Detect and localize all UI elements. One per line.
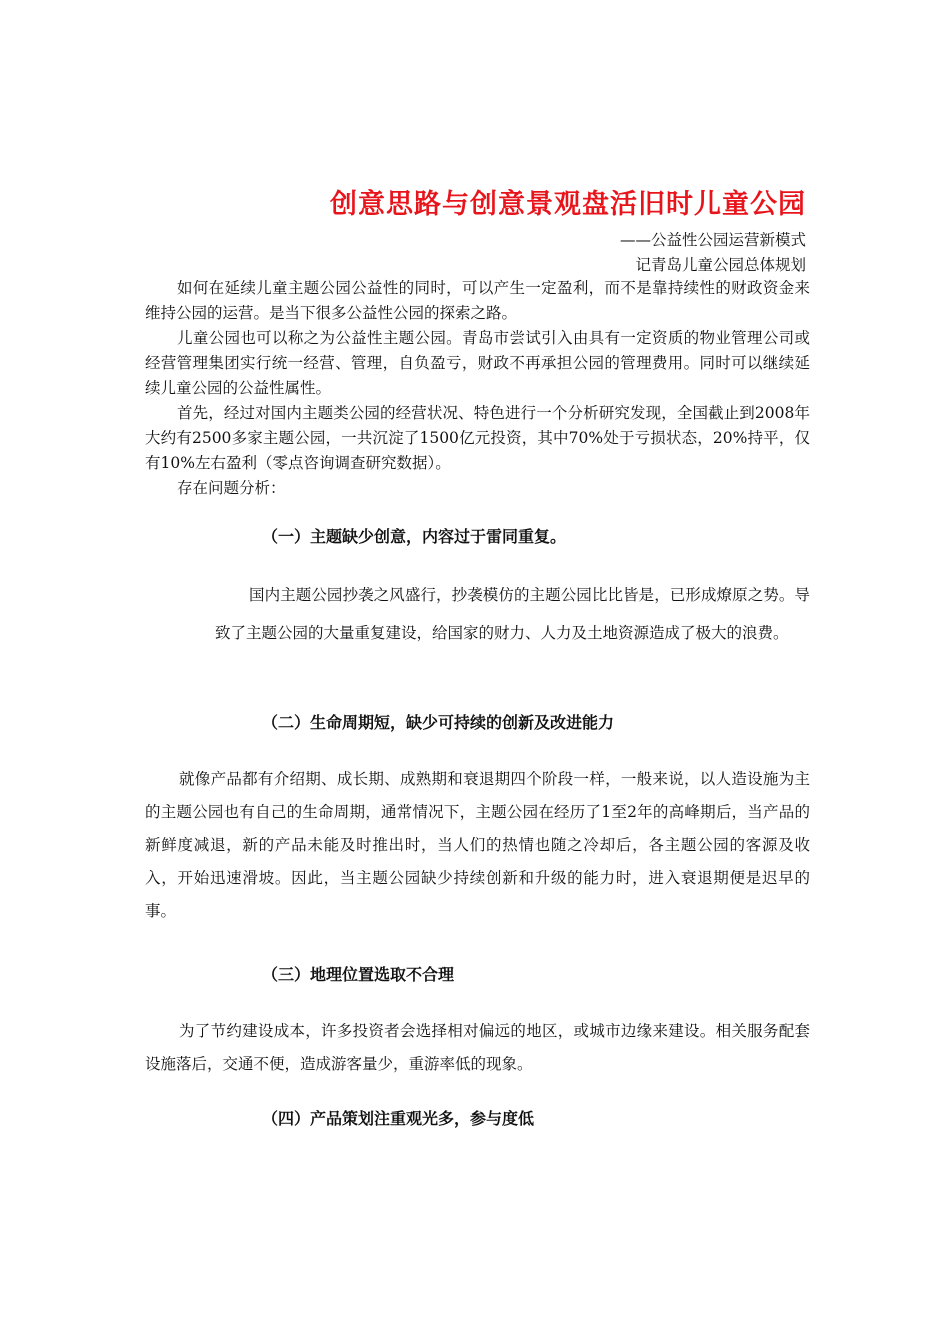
section-heading-4: （四）产品策划注重观光多，参与度低 xyxy=(262,1109,535,1128)
section-heading-3: （三）地理位置选取不合理 xyxy=(262,965,455,984)
section-body-3: 为了节约建设成本，许多投资者会选择相对偏远的地区，或城市边缘来建设。相关服务配套设施落后，交通不便，造成游客量少，重游率低的现象。 xyxy=(145,1022,810,1073)
section-body-1: 国内主题公园抄袭之风盛行，抄袭模仿的主题公园比比皆是，已形成燎原之势。导致了主题公园的大量重复建设，给国家的财力、人力及土地资源造成了极大的浪费。 xyxy=(215,586,810,642)
intro-paragraph: 存在问题分析： xyxy=(177,479,286,497)
section-body-2: 就像产品都有介绍期、成长期、成熟期和衰退期四个阶段一样，一般来说，以人造设施为主的主题公园也有自己的生命周期，通常情况下，主题公园在经历了1至2年的高峰期后，当产品的新鲜度减退，新的产品未能及时推出时，当人们的热情也随之冷却后，各主题公园的客源及收入，开始迅速滑坡。因此，当主题公园缺少持续创新和升级的能力时，进入衰退期便是迟早的事。 xyxy=(145,770,810,920)
intro-paragraph: 首先，经过对国内主题类公园的经营状况、特色进行一个分析研究发现，全国截止到2008年大约有2500多家主题公园，一共沉淀了1500亿元投资，其中70%处于亏损状态，20%持平，仅有10%左右盈利（零点咨询调查研究数据）。 xyxy=(145,404,810,472)
document-subtitle-1: ——公益性公园运营新模式 xyxy=(619,231,806,249)
intro-paragraph: 如何在延续儿童主题公园公益性的同时，可以产生一定盈利，而不是靠持续性的财政资金来维持公园的运营。是当下很多公益性公园的探索之路。 xyxy=(145,279,810,322)
intro-section xyxy=(145,276,810,501)
document-subtitle-2: 记青岛儿童公园总体规划 xyxy=(635,256,806,274)
section-heading-1: （一）主题缺少创意，内容过于雷同重复。 xyxy=(262,527,567,546)
intro-paragraph: 儿童公园也可以称之为公益性主题公园。青岛市尝试引入由具有一定资质的物业管理公司或经营管理集团实行统一经营、管理，自负盈亏，财政不再承担公园的管理费用。同时可以继续延续儿童公园的公益性属性。 xyxy=(145,329,810,397)
section-heading-2: （二）生命周期短，缺少可持续的创新及改进能力 xyxy=(262,713,615,732)
document-title: 创意思路与创意景观盘活旧时儿童公园 xyxy=(330,189,806,220)
